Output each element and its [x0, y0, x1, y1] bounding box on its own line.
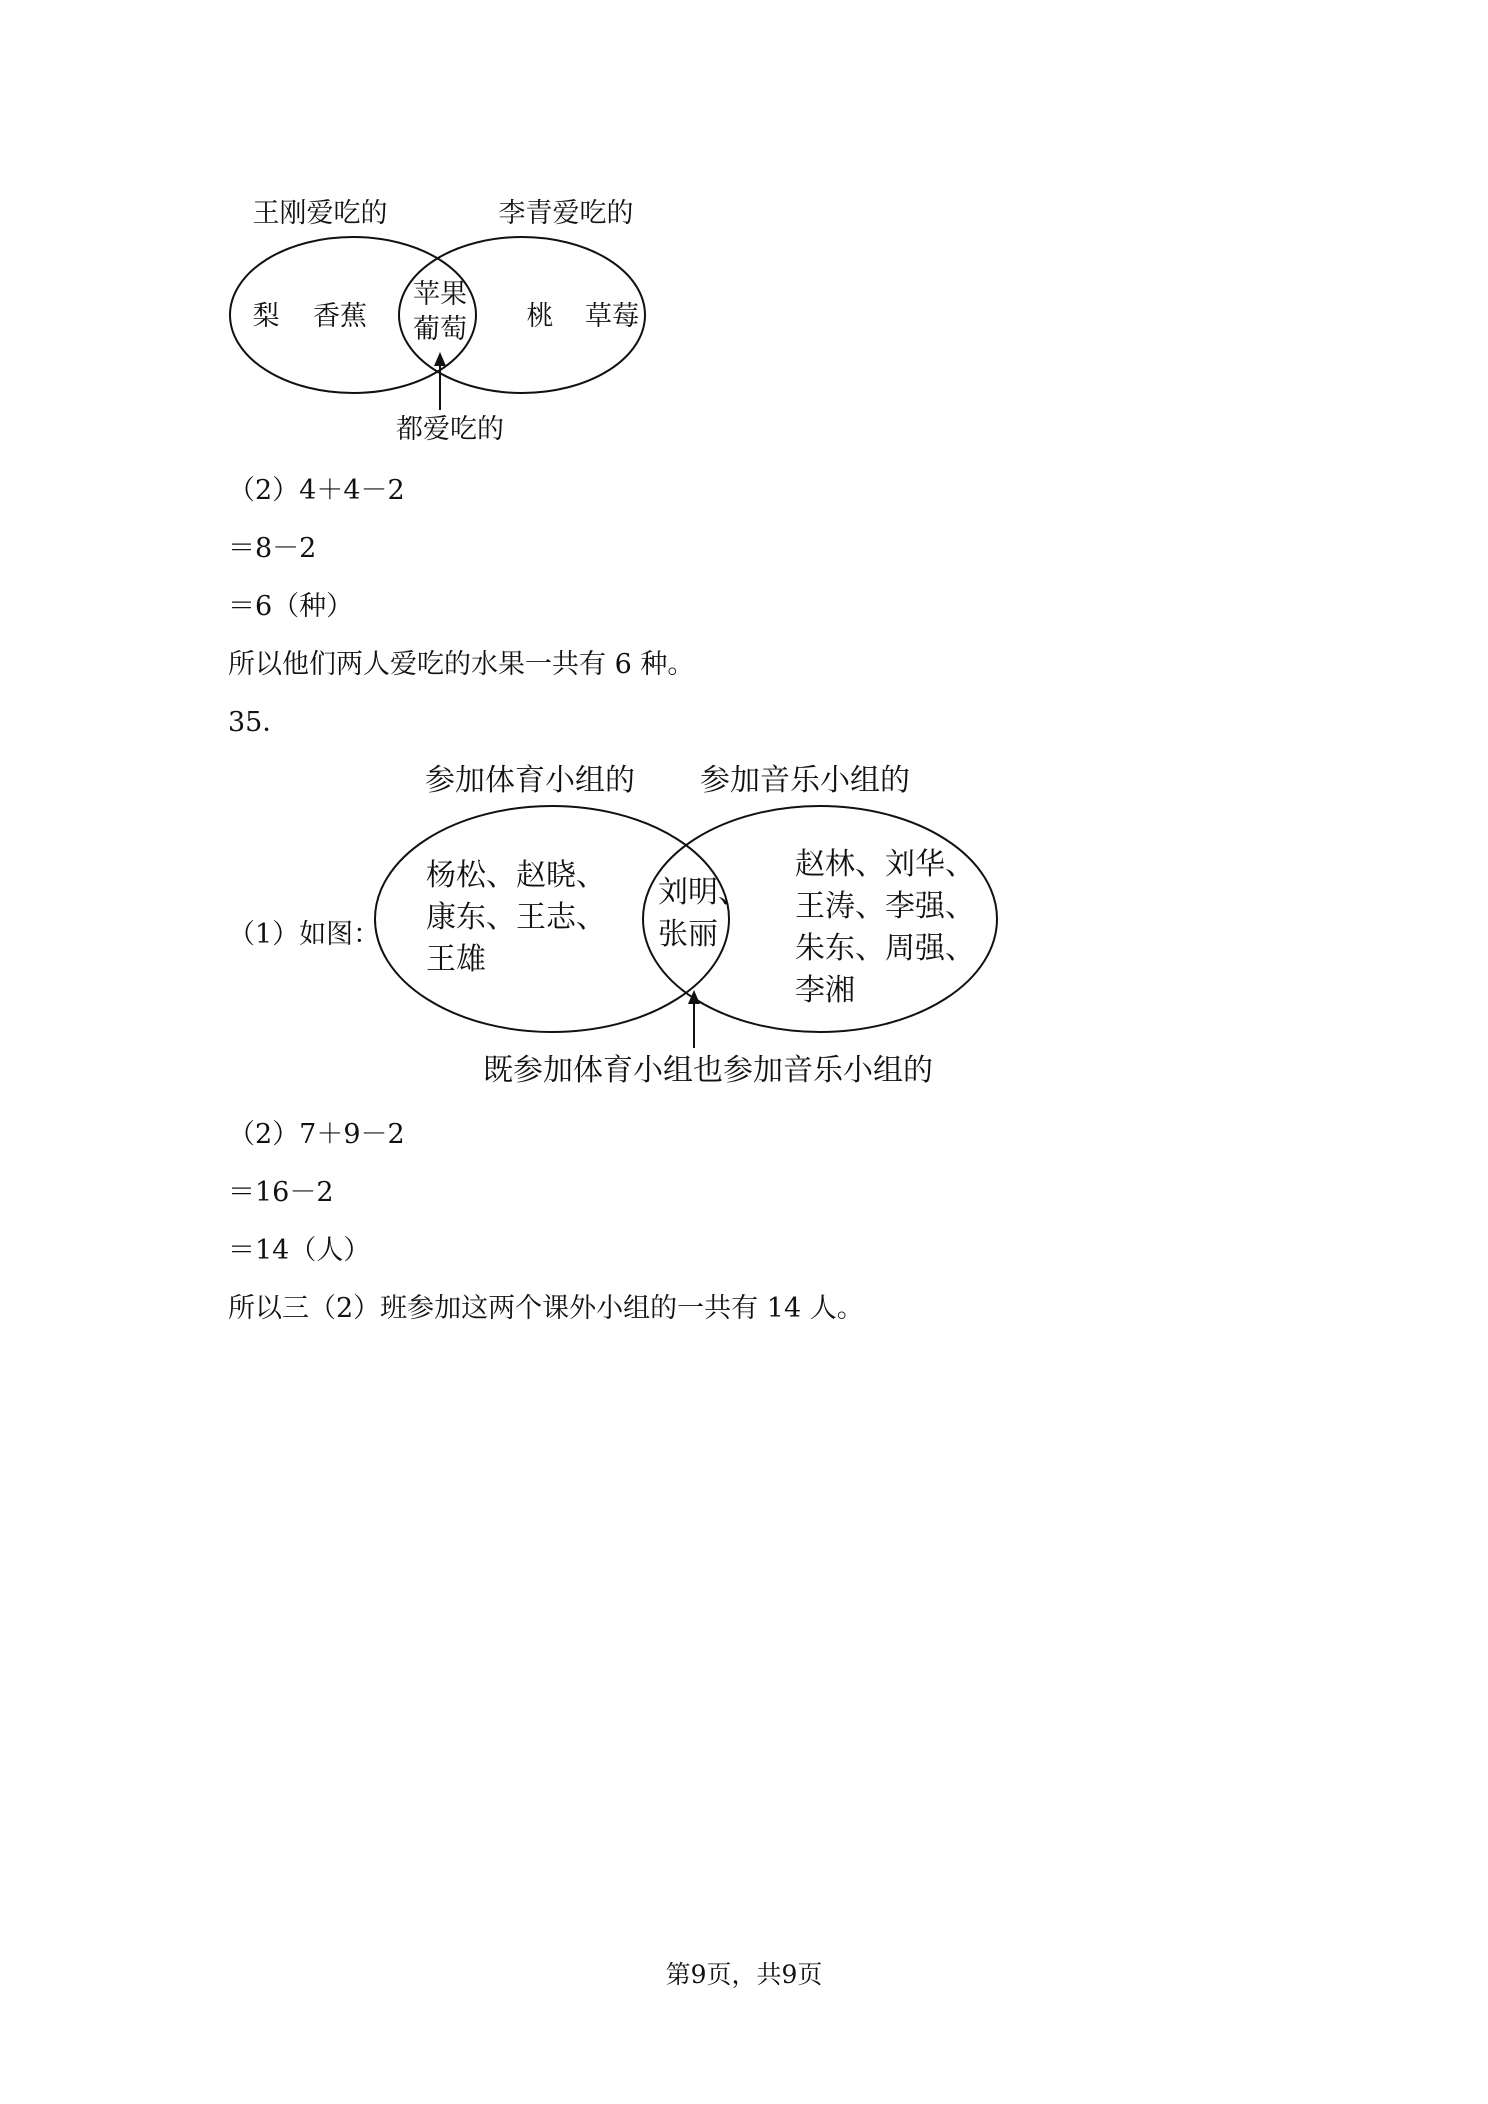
q35-prefix: （1）如图：: [228, 919, 381, 950]
venn1-right-item-2: 草莓: [585, 301, 639, 332]
question-35-number: 35．: [228, 707, 290, 738]
venn2-right-line-3: 朱东、周强、: [795, 931, 975, 966]
venn2-arrow-head: [688, 990, 700, 1004]
venn1-arrow-label: 都爱吃的: [396, 414, 504, 445]
calc2-line3: ＝14（人）: [228, 1235, 371, 1266]
venn2-right-line-2: 王涛、李强、: [795, 889, 975, 924]
venn2-middle-line-2: 张丽: [658, 917, 718, 952]
venn2-right-line-1: 赵林、刘华、: [795, 847, 975, 882]
venn2-left-line-1: 杨松、赵晓、: [426, 858, 606, 893]
calc2-conclusion: 所以三（2）班参加这两个课外小组的一共有 14 人。: [228, 1293, 864, 1324]
venn1-middle-item-1: 苹果: [413, 279, 467, 310]
venn2-left-label: 参加体育小组的: [425, 763, 635, 798]
venn2-left-line-3: 王雄: [426, 942, 486, 977]
venn1-right-item-1: 桃: [526, 301, 554, 332]
venn1-left-item-2: 香蕉: [313, 301, 367, 332]
venn1-right-label: 李青爱吃的: [498, 198, 634, 229]
page-footer: 第9页，共9页: [665, 1960, 823, 1989]
venn2-right-label: 参加音乐小组的: [700, 763, 910, 798]
venn2-left-line-2: 康东、王志、: [426, 900, 606, 935]
calc1-line3: ＝6（种）: [228, 591, 354, 622]
venn2-arrow-label: 既参加体育小组也参加音乐小组的: [483, 1053, 933, 1088]
venn1-left-item-1: 梨: [252, 301, 280, 332]
calc2-line1: （2）7＋9－2: [228, 1119, 405, 1150]
venn2-middle-line-1: 刘明、: [658, 875, 748, 910]
calc1-conclusion: 所以他们两人爱吃的水果一共有 6 种。: [228, 649, 695, 680]
venn1-middle-item-2: 葡萄: [413, 314, 467, 345]
calc1-line2: ＝8－2: [228, 533, 317, 564]
calc2-line2: ＝16－2: [228, 1177, 334, 1208]
venn1-left-label: 王刚爱吃的: [252, 198, 388, 229]
calc1-line1: （2）4＋4－2: [228, 475, 405, 506]
venn2-right-line-4: 李湘: [795, 973, 855, 1008]
